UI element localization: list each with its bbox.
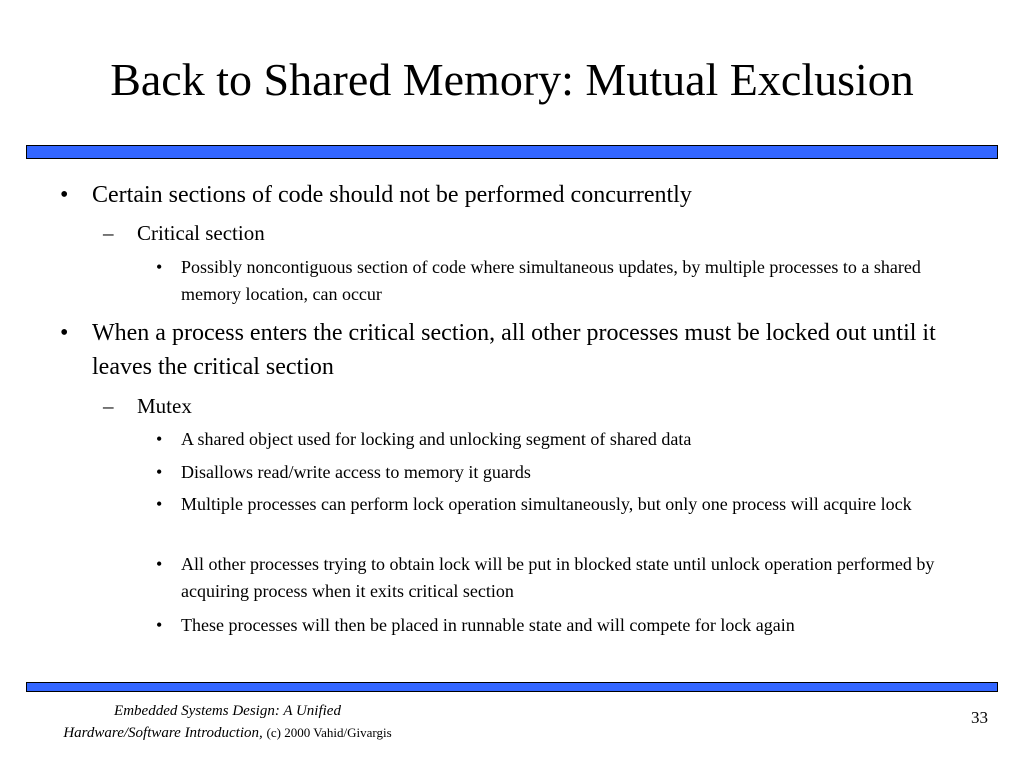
footer-citation: [0, 701, 455, 744]
bullet-marker: •: [156, 257, 163, 277]
sub-sub-bullet-item: [156, 551, 981, 605]
sub-sub-bullet-text: Possibly noncontiguous section of code where simultaneous updates, by multiple processes to a shared memory location, can occur: [181, 257, 921, 304]
bullet-marker: •: [60, 320, 69, 346]
sub-sub-bullet-item: [156, 491, 981, 518]
footer-line-2: [0, 722, 455, 744]
sub-bullet-text: Mutex: [137, 394, 192, 418]
bullet-marker: •: [156, 554, 163, 574]
slide-title: Back to Shared Memory: Mutual Exclusion: [110, 54, 914, 105]
footer-copyright: (c) 2000 Vahid/Givargis: [266, 725, 392, 740]
dash-marker: –: [103, 394, 114, 418]
sub-sub-bullet-text: Multiple processes can perform lock operation simultaneously, but only one process will acquire lock: [181, 494, 912, 514]
sub-bullet-item: [103, 392, 977, 420]
footer-book-title: Hardware/Software Introduction,: [63, 725, 263, 741]
dash-marker: –: [103, 221, 114, 245]
sub-sub-bullet-item: [156, 254, 981, 308]
bullet-marker: •: [156, 494, 163, 514]
sub-sub-bullet-item: [156, 459, 981, 486]
sub-sub-bullet-item: [156, 426, 981, 453]
bullet-marker: •: [60, 182, 69, 208]
bullet-item: [60, 316, 982, 384]
bullet-marker: •: [156, 429, 163, 449]
sub-bullet-text: Critical section: [137, 221, 265, 245]
bullet-item: [60, 178, 982, 212]
bullet-marker: •: [156, 462, 163, 482]
sub-sub-bullet-text: A shared object used for locking and unlocking segment of shared data: [181, 429, 692, 449]
page-number: 33: [971, 708, 988, 727]
title-divider: [26, 145, 998, 159]
bullet-text: When a process enters the critical section, all other processes must be locked out until it leaves the critical section: [92, 320, 936, 380]
sub-sub-bullet-text: These processes will then be placed in runnable state and will compete for lock again: [181, 615, 795, 635]
footer-divider: [26, 682, 998, 692]
sub-sub-bullet-text: Disallows read/write access to memory it guards: [181, 462, 531, 482]
sub-sub-bullet-item: [156, 612, 981, 639]
footer-line-1: Embedded Systems Design: A Unified: [114, 703, 341, 719]
sub-sub-bullet-text: All other processes trying to obtain lock will be put in blocked state until unlock operation performed by acquiring process when it exits critical section: [181, 554, 935, 601]
bullet-text: Certain sections of code should not be performed concurrently: [92, 182, 692, 208]
bullet-marker: •: [156, 615, 163, 635]
sub-bullet-item: [103, 219, 977, 247]
